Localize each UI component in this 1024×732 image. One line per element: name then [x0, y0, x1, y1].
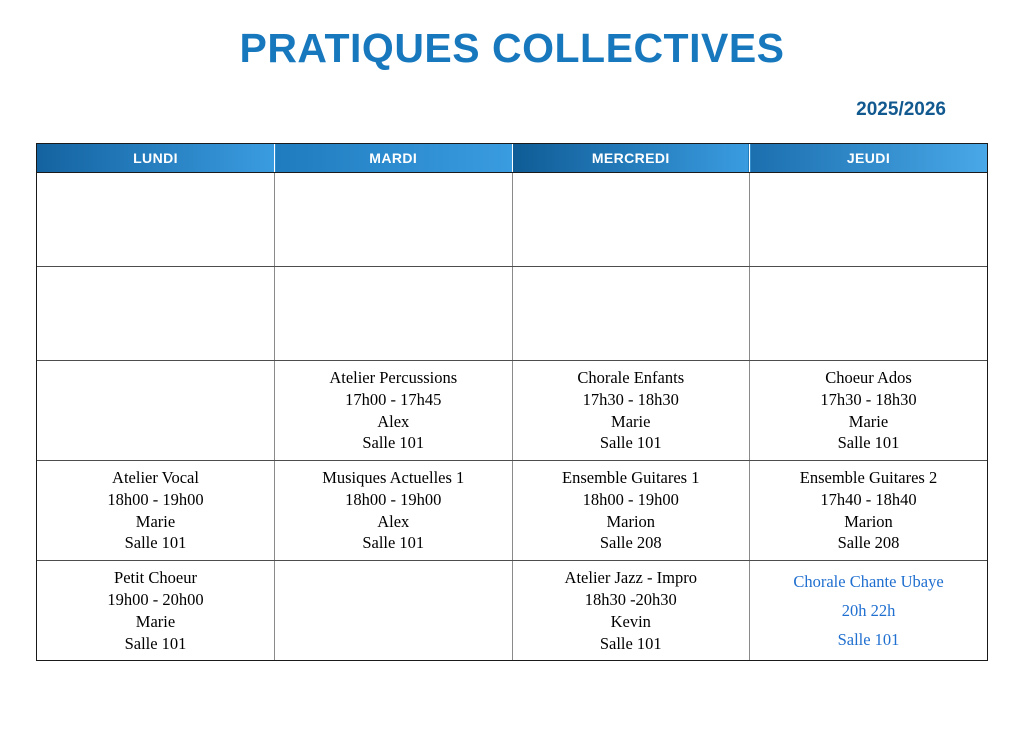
- schedule-table-container: [36, 143, 988, 661]
- course-time: 17h00 - 17h45: [345, 389, 442, 409]
- table-row: [37, 561, 987, 661]
- course-room: Salle 101: [599, 633, 662, 653]
- schedule-cell-course[interactable]: [37, 461, 275, 561]
- course-name: Atelier Jazz - Impro: [564, 568, 697, 588]
- schedule-cell-course[interactable]: [37, 561, 275, 661]
- course-name: Musiques Actuelles 1: [322, 468, 465, 488]
- schedule-cell-course[interactable]: [512, 361, 750, 461]
- course-name: Chorale Enfants: [577, 368, 685, 388]
- course-room: Salle 101: [837, 629, 900, 649]
- course-room: Salle 101: [837, 433, 900, 453]
- course-teacher: Marie: [135, 611, 176, 631]
- schedule-cell-empty: [750, 267, 988, 361]
- course-time: 18h00 - 19h00: [107, 489, 204, 509]
- course-name: Choeur Ados: [825, 368, 912, 388]
- schedule-cell-course[interactable]: [275, 461, 513, 561]
- course-name: Petit Choeur: [114, 568, 197, 588]
- schedule-cell-empty: [750, 173, 988, 267]
- table-header-row: [37, 144, 987, 173]
- course-time: 17h30 - 18h30: [820, 389, 917, 409]
- schedule-cell-course[interactable]: [750, 561, 988, 661]
- column-header-mardi: MARDI: [275, 144, 513, 173]
- document-page: [0, 26, 1024, 732]
- page-title: PRATIQUES COLLECTIVES: [239, 25, 785, 71]
- schedule-cell-empty: [275, 173, 513, 267]
- course-name: Ensemble Guitares 2: [799, 468, 938, 488]
- course-time: 18h00 - 19h00: [582, 489, 679, 509]
- schedule-cell-empty: [512, 267, 750, 361]
- course-room: Salle 101: [124, 633, 187, 653]
- course-time: 18h30 -20h30: [584, 589, 677, 609]
- course-time: 17h40 - 18h40: [820, 489, 917, 509]
- course-teacher: Marion: [844, 511, 893, 531]
- schedule-cell-empty: [275, 267, 513, 361]
- schedule-cell-empty: [37, 267, 275, 361]
- column-header-lundi: LUNDI: [37, 144, 275, 173]
- course-teacher: Marie: [135, 511, 176, 531]
- schedule-cell-empty: [37, 173, 275, 267]
- course-room: Salle 101: [362, 433, 425, 453]
- course-name: Chorale Chante Ubaye: [793, 572, 944, 592]
- schedule-cell-empty: [275, 561, 513, 661]
- course-time: 19h00 - 20h00: [107, 589, 204, 609]
- course-time: 17h30 - 18h30: [582, 389, 679, 409]
- course-time: 20h 22h: [841, 600, 896, 620]
- course-room: Salle 101: [362, 533, 425, 553]
- schedule-cell-course[interactable]: [275, 361, 513, 461]
- course-teacher: Marie: [611, 411, 651, 431]
- schedule-cell-course[interactable]: [750, 461, 988, 561]
- course-room: Salle 208: [837, 533, 900, 553]
- table-row: [37, 267, 987, 361]
- schedule-cell-course[interactable]: [750, 361, 988, 461]
- schedule-cell-course[interactable]: [512, 561, 750, 661]
- schedule-cell-empty: [512, 173, 750, 267]
- table-row: [37, 173, 987, 267]
- course-teacher: Kevin: [610, 611, 651, 631]
- course-time: 18h00 - 19h00: [345, 489, 442, 509]
- column-header-jeudi: JEUDI: [750, 144, 988, 173]
- schedule-table: [37, 144, 987, 660]
- course-room: Salle 101: [124, 533, 187, 553]
- schedule-cell-course[interactable]: [512, 461, 750, 561]
- schedule-table-head: [37, 144, 987, 173]
- table-row: [37, 361, 987, 461]
- course-teacher: Alex: [377, 511, 410, 531]
- table-row: [37, 461, 987, 561]
- column-header-mercredi: MERCREDI: [512, 144, 750, 173]
- schedule-table-body: [37, 173, 987, 661]
- course-room: Salle 101: [599, 433, 662, 453]
- school-year-label: 2025/2026: [856, 99, 946, 121]
- course-name: Ensemble Guitares 1: [562, 468, 700, 488]
- course-teacher: Marie: [848, 411, 889, 431]
- schedule-cell-empty: [37, 361, 275, 461]
- course-teacher: Marion: [606, 511, 656, 531]
- course-room: Salle 208: [599, 533, 662, 553]
- course-name: Atelier Vocal: [112, 468, 199, 488]
- course-name: Atelier Percussions: [329, 368, 458, 388]
- course-teacher: Alex: [377, 411, 410, 431]
